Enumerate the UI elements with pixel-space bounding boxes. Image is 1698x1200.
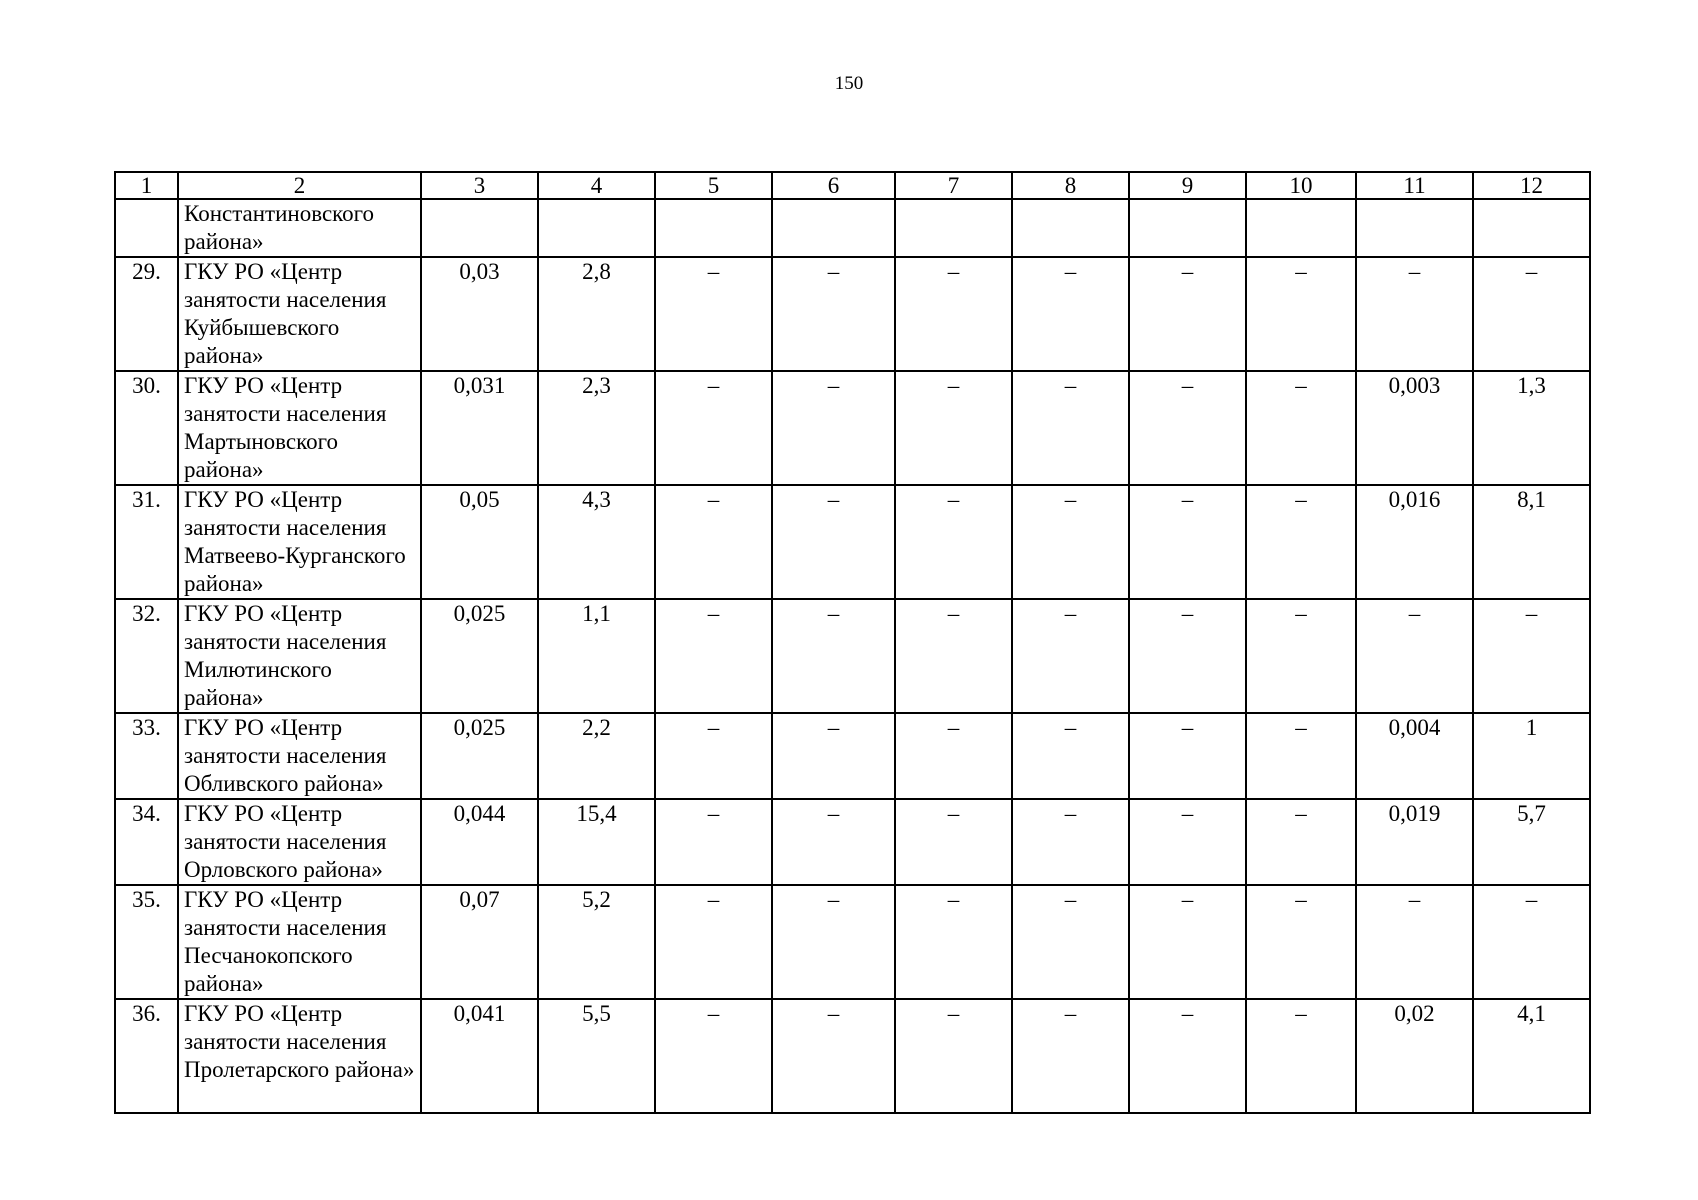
value-cell bbox=[1012, 199, 1129, 257]
value-cell: 0,041 bbox=[421, 999, 538, 1113]
value-cell: 2,3 bbox=[538, 371, 655, 485]
value-cell: – bbox=[895, 713, 1012, 799]
value-cell: – bbox=[1129, 713, 1246, 799]
row-number-cell bbox=[115, 199, 178, 257]
organization-name-cell: ГКУ РО «Центр занятости населения Орловского района» bbox=[178, 799, 421, 885]
value-cell: – bbox=[772, 485, 895, 599]
value-cell: – bbox=[1246, 799, 1356, 885]
value-cell bbox=[1356, 199, 1473, 257]
value-cell: – bbox=[655, 713, 772, 799]
value-cell: – bbox=[1129, 257, 1246, 371]
value-cell: 1,1 bbox=[538, 599, 655, 713]
value-cell: 0,07 bbox=[421, 885, 538, 999]
table-row bbox=[115, 885, 1590, 999]
value-cell: 1,3 bbox=[1473, 371, 1590, 485]
row-number-cell: 30. bbox=[115, 371, 178, 485]
value-cell: 0,004 bbox=[1356, 713, 1473, 799]
column-header: 4 bbox=[538, 172, 655, 199]
value-cell: – bbox=[1129, 485, 1246, 599]
table-row bbox=[115, 371, 1590, 485]
organization-name-cell: ГКУ РО «Центр занятости населения Обливского района» bbox=[178, 713, 421, 799]
value-cell: – bbox=[895, 485, 1012, 599]
value-cell: – bbox=[655, 485, 772, 599]
value-cell: 0,044 bbox=[421, 799, 538, 885]
value-cell: 15,4 bbox=[538, 799, 655, 885]
page-number: 150 bbox=[834, 73, 864, 94]
value-cell: – bbox=[772, 371, 895, 485]
organization-name-cell: ГКУ РО «Центр занятости населения Пролетарского района» bbox=[178, 999, 421, 1113]
column-header: 10 bbox=[1246, 172, 1356, 199]
value-cell: – bbox=[1356, 599, 1473, 713]
organization-name-cell: ГКУ РО «Центр занятости населения Мартыновского района» bbox=[178, 371, 421, 485]
value-cell: – bbox=[772, 257, 895, 371]
value-cell: – bbox=[1012, 885, 1129, 999]
value-cell: – bbox=[895, 257, 1012, 371]
column-header: 7 bbox=[895, 172, 1012, 199]
value-cell: – bbox=[772, 713, 895, 799]
column-header: 11 bbox=[1356, 172, 1473, 199]
column-header: 12 bbox=[1473, 172, 1590, 199]
value-cell: 0,031 bbox=[421, 371, 538, 485]
value-cell: – bbox=[895, 999, 1012, 1113]
column-header: 9 bbox=[1129, 172, 1246, 199]
value-cell: – bbox=[1356, 885, 1473, 999]
value-cell: – bbox=[1129, 599, 1246, 713]
value-cell bbox=[1129, 199, 1246, 257]
value-cell: – bbox=[1012, 599, 1129, 713]
value-cell: 5,7 bbox=[1473, 799, 1590, 885]
value-cell: – bbox=[1473, 599, 1590, 713]
value-cell: – bbox=[772, 799, 895, 885]
value-cell: – bbox=[655, 599, 772, 713]
value-cell: – bbox=[1473, 257, 1590, 371]
value-cell: – bbox=[1246, 885, 1356, 999]
row-number-cell: 36. bbox=[115, 999, 178, 1113]
value-cell: – bbox=[1012, 799, 1129, 885]
value-cell: – bbox=[1246, 485, 1356, 599]
value-cell: – bbox=[655, 371, 772, 485]
value-cell: – bbox=[1012, 999, 1129, 1113]
value-cell: – bbox=[895, 799, 1012, 885]
column-header: 6 bbox=[772, 172, 895, 199]
table-row bbox=[115, 999, 1590, 1113]
table-row bbox=[115, 799, 1590, 885]
value-cell: 0,003 bbox=[1356, 371, 1473, 485]
value-cell: – bbox=[655, 885, 772, 999]
value-cell: – bbox=[772, 885, 895, 999]
data-table bbox=[114, 171, 1591, 1114]
value-cell: 0,025 bbox=[421, 713, 538, 799]
value-cell: 0,03 bbox=[421, 257, 538, 371]
column-header: 2 bbox=[178, 172, 421, 199]
value-cell: 1 bbox=[1473, 713, 1590, 799]
value-cell: – bbox=[1129, 999, 1246, 1113]
value-cell: – bbox=[1129, 371, 1246, 485]
value-cell: 4,3 bbox=[538, 485, 655, 599]
value-cell bbox=[538, 199, 655, 257]
value-cell bbox=[655, 199, 772, 257]
row-number-cell: 31. bbox=[115, 485, 178, 599]
value-cell bbox=[1246, 199, 1356, 257]
row-number-cell: 34. bbox=[115, 799, 178, 885]
table-row bbox=[115, 599, 1590, 713]
value-cell: 2,2 bbox=[538, 713, 655, 799]
value-cell: – bbox=[1356, 257, 1473, 371]
organization-name-cell: ГКУ РО «Центр занятости населения Куйбышевского района» bbox=[178, 257, 421, 371]
value-cell: – bbox=[1246, 599, 1356, 713]
value-cell bbox=[1473, 199, 1590, 257]
value-cell: – bbox=[655, 799, 772, 885]
value-cell: 4,1 bbox=[1473, 999, 1590, 1113]
value-cell: 5,5 bbox=[538, 999, 655, 1113]
table-row bbox=[115, 713, 1590, 799]
value-cell: – bbox=[772, 599, 895, 713]
organization-name-cell: Константиновского района» bbox=[178, 199, 421, 257]
table-row bbox=[115, 485, 1590, 599]
value-cell: – bbox=[895, 371, 1012, 485]
value-cell: 0,02 bbox=[1356, 999, 1473, 1113]
value-cell: – bbox=[1246, 371, 1356, 485]
row-number-cell: 29. bbox=[115, 257, 178, 371]
value-cell bbox=[772, 199, 895, 257]
value-cell: – bbox=[1129, 799, 1246, 885]
value-cell: – bbox=[1012, 371, 1129, 485]
organization-name-cell: ГКУ РО «Центр занятости населения Милютинского района» bbox=[178, 599, 421, 713]
value-cell: – bbox=[772, 999, 895, 1113]
value-cell: 5,2 bbox=[538, 885, 655, 999]
table-row-continuation bbox=[115, 199, 1590, 257]
column-header: 1 bbox=[115, 172, 178, 199]
value-cell: 0,016 bbox=[1356, 485, 1473, 599]
row-number-cell: 35. bbox=[115, 885, 178, 999]
organization-name-cell: ГКУ РО «Центр занятости населения Матвеево-Курганского района» bbox=[178, 485, 421, 599]
value-cell: – bbox=[895, 599, 1012, 713]
value-cell: – bbox=[655, 257, 772, 371]
value-cell bbox=[421, 199, 538, 257]
table-row bbox=[115, 257, 1590, 371]
value-cell: 2,8 bbox=[538, 257, 655, 371]
value-cell: – bbox=[1246, 999, 1356, 1113]
column-header: 5 bbox=[655, 172, 772, 199]
value-cell: – bbox=[1473, 885, 1590, 999]
value-cell: – bbox=[1012, 485, 1129, 599]
row-number-cell: 33. bbox=[115, 713, 178, 799]
value-cell: 8,1 bbox=[1473, 485, 1590, 599]
value-cell: – bbox=[895, 885, 1012, 999]
value-cell: 0,019 bbox=[1356, 799, 1473, 885]
value-cell: – bbox=[655, 999, 772, 1113]
value-cell: – bbox=[1246, 257, 1356, 371]
row-number-cell: 32. bbox=[115, 599, 178, 713]
value-cell bbox=[895, 199, 1012, 257]
value-cell: 0,025 bbox=[421, 599, 538, 713]
table-header-row bbox=[115, 172, 1590, 199]
value-cell: – bbox=[1012, 713, 1129, 799]
value-cell: – bbox=[1129, 885, 1246, 999]
organization-name-cell: ГКУ РО «Центр занятости населения Песчанокопского района» bbox=[178, 885, 421, 999]
column-header: 8 bbox=[1012, 172, 1129, 199]
column-header: 3 bbox=[421, 172, 538, 199]
value-cell: – bbox=[1246, 713, 1356, 799]
value-cell: – bbox=[1012, 257, 1129, 371]
value-cell: 0,05 bbox=[421, 485, 538, 599]
